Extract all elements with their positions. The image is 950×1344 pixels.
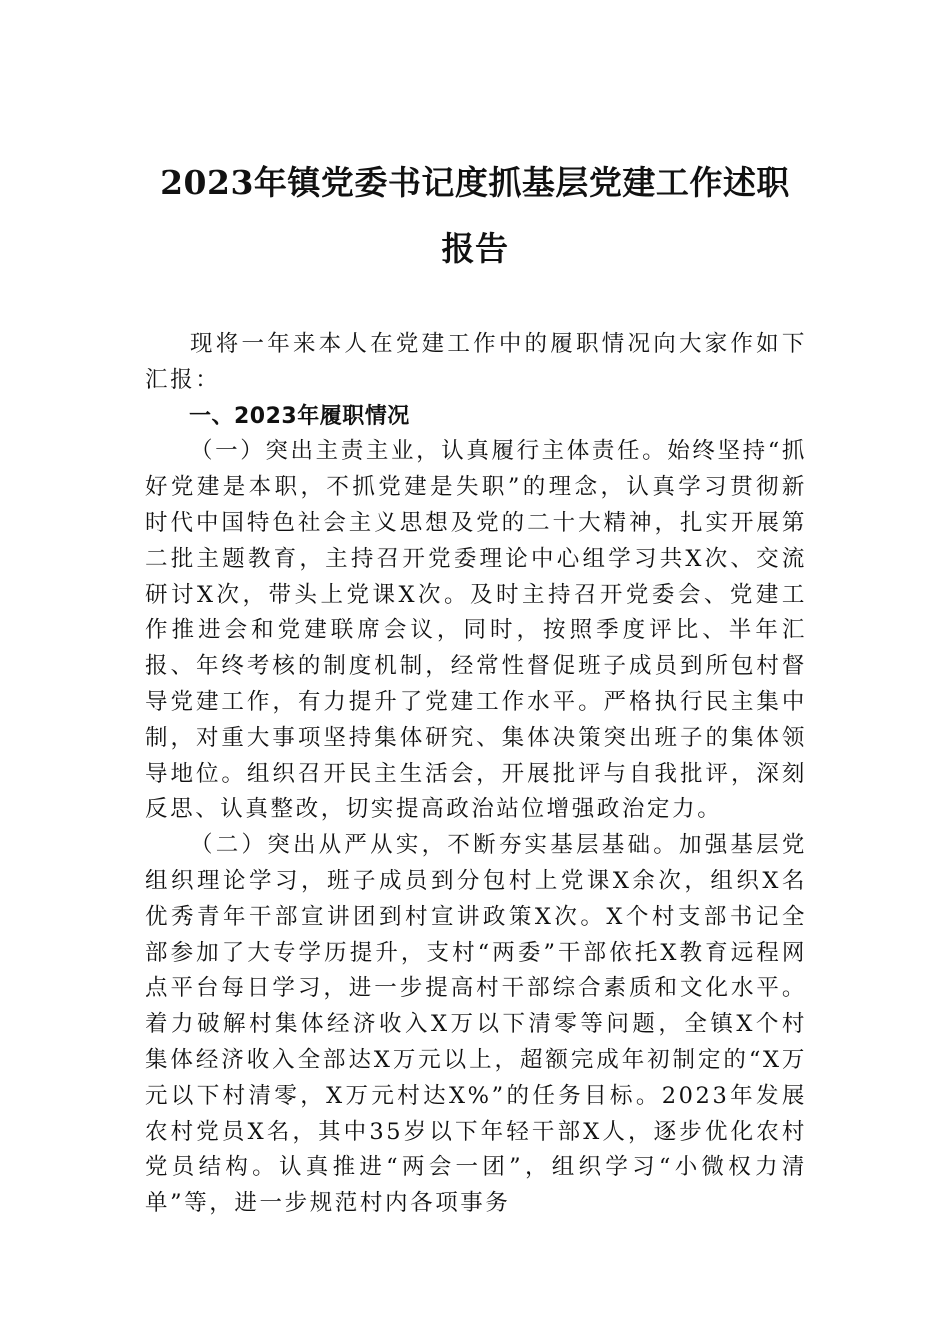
document-body	[145, 327, 807, 1222]
body-paragraph-2: （二）突出从严从实，不断夯实基层基础。加强基层党组织理论学习，班子成员到分包村上党课X余次，组织X名优秀青年干部宣讲团到村宣讲政策X次。X个村支部书记全部参加了大专学历提升，支村“两委”干部依托X教育远程网点平台每日学习，进一步提高村干部综合素质和文化水平。着力破解村集体经济收入X万以下清零等问题，全镇X个村集体经济收入全部达X万元以上，超额完成年初制定的“X万元以下村清零，X万元村达X%”的任务目标。2023年发展农村党员X名，其中35岁以下年轻干部X人，逐步优化农村党员结构。认真推进“两会一团”，组织学习“小微权力清单”等，进一步规范村内各项事务	[145, 832, 807, 1217]
section-heading-1: 一、2023年履职情况	[189, 403, 410, 429]
title-line-2: 报告	[441, 229, 509, 268]
body-paragraph-1: （一）突出主责主业，认真履行主体责任。始终坚持“抓好党建是本职，不抓党建是失职”的理念，认真学习贯彻新时代中国特色社会主义思想及党的二十大精神，扎实开展第二批主题教育，主持召开党委理论中心组学习共X次、交流研讨X次，带头上党课X次。及时主持召开党委会、党建工作推进会和党建联席会议，同时，按照季度评比、半年汇报、年终考核的制度机制，经常性督促班子成员到所包村督导党建工作，有力提升了党建工作水平。严格执行民主集中制，对重大事项坚持集体研究、集体决策突出班子的集体领导地位。组织召开民主生活会，开展批评与自我批评，深刻反思、认真整改，切实提高政治站位增强政治定力。	[145, 438, 807, 823]
intro-paragraph: 现将一年来本人在党建工作中的履职情况向大家作如下汇报：	[145, 331, 807, 393]
title-line-1: 2023年镇党委书记度抓基层党建工作述职	[160, 163, 790, 202]
document-title	[140, 150, 810, 282]
